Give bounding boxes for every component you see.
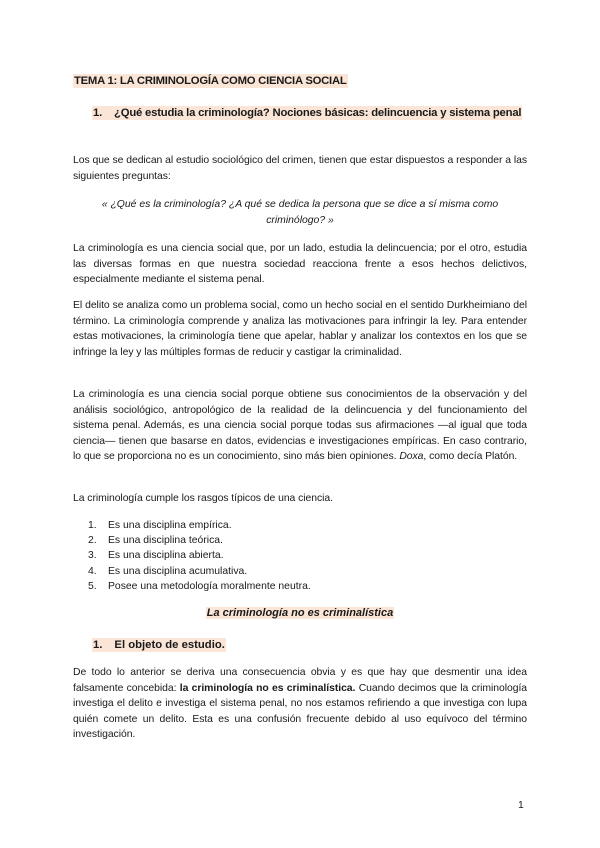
doxa-term: Doxa — [399, 451, 424, 463]
section-heading-1 — [92, 106, 522, 120]
paragraph-text: Cuando decimos que la criminología investiga el delito e investiga el sistema penal, no nos estamos refiriendo a que investiga con lupa quién comete un delito. Esta es una confusión frecuente debido al uso equívoco del término investigación. — [73, 682, 528, 741]
paragraph-rasgos: La criminología cumple los rasgos típicos de una ciencia. — [73, 493, 333, 504]
traits-list — [88, 518, 488, 594]
page-number: 1 — [518, 800, 524, 811]
list-item: 2. Es una disciplina teórica. — [88, 535, 223, 547]
section-heading-2 — [92, 638, 226, 652]
paragraph-definition: La criminología es una ciencia social que, por un lado, estudia la delincuencia; por el otro, estudia las diversas formas en que nuestra sociedad reacciona frente a esos hechos delictivos, especialmente mediante el sistema penal. — [73, 243, 527, 286]
bold-statement: la criminología no es criminalística. — [179, 682, 356, 694]
centered-subheading — [0, 606, 600, 620]
list-item: 4. Es una disciplina acumulativa. — [88, 565, 248, 577]
list-item: 5. Posee una metodología moralmente neutra. — [88, 580, 311, 592]
section-title: El objeto de estudio. — [114, 639, 225, 651]
section-number: 1. — [93, 639, 103, 651]
intro-paragraph: Los que se dedican al estudio sociológico del crimen, tienen que estar dispuestos a responder a las siguientes preguntas: — [73, 155, 527, 182]
list-item: 3. Es una disciplina abierta. — [88, 550, 224, 562]
section-number: 1. — [93, 107, 103, 119]
paragraph-delito: El delito se analiza como un problema social, como un hecho social en el sentido Durkheimiano del término. La criminología comprende y analiza las motivaciones para infringir la ley. Para entender estas motivaciones, la criminología tiene que apelar, hablar y analizar los contextos en los que se infringe la ley y las múltiples formas de reducir y castigar la criminalidad. — [73, 300, 527, 358]
page-title: TEMA 1: LA CRIMINOLOGÍA COMO CIENCIA SOCIAL — [74, 75, 347, 87]
paragraph-text: La criminología es una ciencia social porque obtiene sus conocimientos de la observación y del análisis sociológico, antropológico de la realidad de la delincuencia y del funcionamiento del sistema penal. Además, es una ciencia social porque todas sus afirmaciones —al igual que toda ciencia— tienen que basarse en datos, evidencias e investigaciones empíricas. En caso contrario, lo que se proporciona no es un conocimiento, sino más bien opiniones. — [73, 389, 527, 463]
paragraph-ciencia-social — [73, 387, 527, 465]
section-title: ¿Qué estudia la criminología? Nociones básicas: delincuencia y sistema penal — [114, 107, 522, 119]
quote-paragraph: « ¿Qué es la criminología? ¿A qué se dedica la persona que se dice a sí misma como criminólogo? » — [101, 199, 499, 226]
paragraph-tail: , como decía Platón. — [423, 451, 518, 463]
paragraph-text: De todo lo anterior se deriva una consecuencia obvia y es que hay que desmentir una idea falsamente concebida: — [73, 667, 527, 694]
paragraph-objeto — [73, 665, 527, 743]
list-item: 1. Es una disciplina empírica. — [88, 520, 232, 531]
centered-subheading-text: La criminología no es criminalística — [206, 607, 394, 619]
